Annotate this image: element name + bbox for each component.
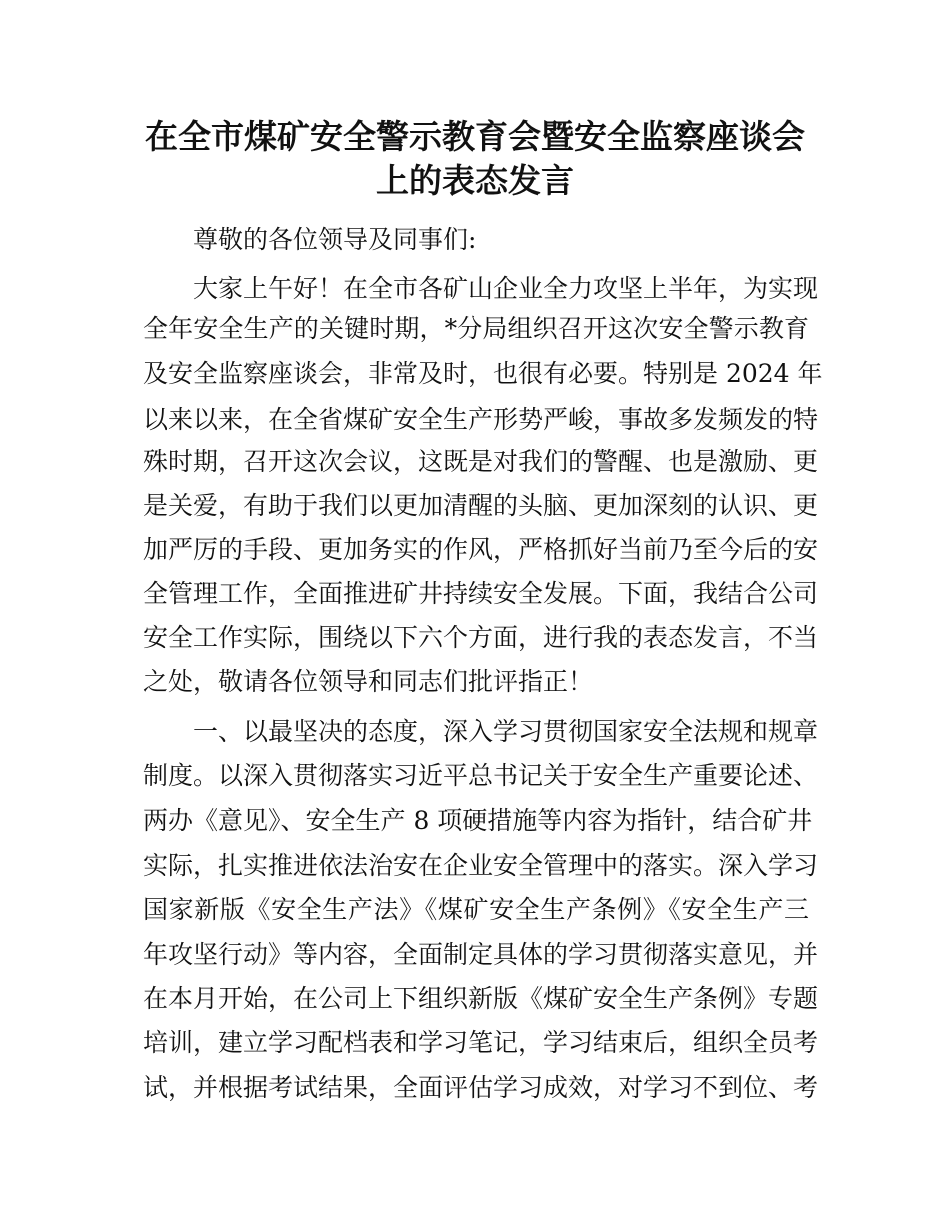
salutation: 尊敬的各位领导及同事们:: [193, 225, 477, 254]
document-title-line-2: 上的表态发言: [376, 161, 574, 200]
paragraph-1-line: 全年安全生产的关键时期，*分局组织召开这次安全警示教育: [143, 314, 809, 343]
paragraph-1-line: 大家上午好！在全市各矿山企业全力攻坚上半年，为实现: [193, 274, 819, 303]
paragraph-1-line: 加严厉的手段、更加务实的作风，严格抓好当前乃至今后的安: [143, 535, 819, 564]
paragraph-2-line: 培训，建立学习配档表和学习笔记，学习结束后，组织全员考: [143, 1028, 819, 1057]
paragraph-1-line: 全管理工作，全面推进矿井持续安全发展。下面，我结合公司: [143, 579, 819, 608]
paragraph-2-line: 制度。以深入贯彻落实习近平总书记关于安全生产重要论述、: [143, 761, 819, 790]
paragraph-1-line: 安全工作实际，围绕以下六个方面，进行我的表态发言，不当: [143, 623, 819, 652]
paragraph-1-line: 以来以来，在全省煤矿安全生产形势严峻，事故多发频发的特: [143, 405, 819, 434]
paragraph-2-line: 两办《意见》、安全生产 8 项硬措施等内容为指针，结合矿井: [143, 806, 813, 835]
paragraph-1-line: 及安全监察座谈会，非常及时，也很有必要。特别是 2024 年: [143, 359, 823, 388]
paragraph-2-line: 在本月开始，在公司上下组织新版《煤矿安全生产条例》专题: [143, 984, 819, 1013]
paragraph-2-line: 试，并根据考试结果，全面评估学习成效，对学习不到位、考: [143, 1073, 819, 1102]
paragraph-2-line: 国家新版《安全生产法》《煤矿安全生产条例》《安全生产三: [143, 895, 809, 924]
paragraph-1-line: 殊时期，召开这次会议，这既是对我们的警醒、也是激励、更: [143, 447, 819, 476]
document-title-line-1: 在全市煤矿安全警示教育会暨安全监察座谈会: [145, 117, 805, 156]
paragraph-2-line: 一、以最坚决的态度，深入学习贯彻国家安全法规和规章: [193, 717, 819, 746]
paragraph-1-line: 是关爱，有助于我们以更加清醒的头脑、更加深刻的认识、更: [143, 491, 819, 520]
paragraph-1-line: 之处，敬请各位领导和同志们批评指正！: [143, 667, 594, 696]
paragraph-2-line: 实际，扎实推进依法治安在企业安全管理中的落实。深入学习: [143, 851, 819, 880]
paragraph-2-line: 年攻坚行动》等内容，全面制定具体的学习贯彻落实意见，并: [143, 940, 819, 969]
